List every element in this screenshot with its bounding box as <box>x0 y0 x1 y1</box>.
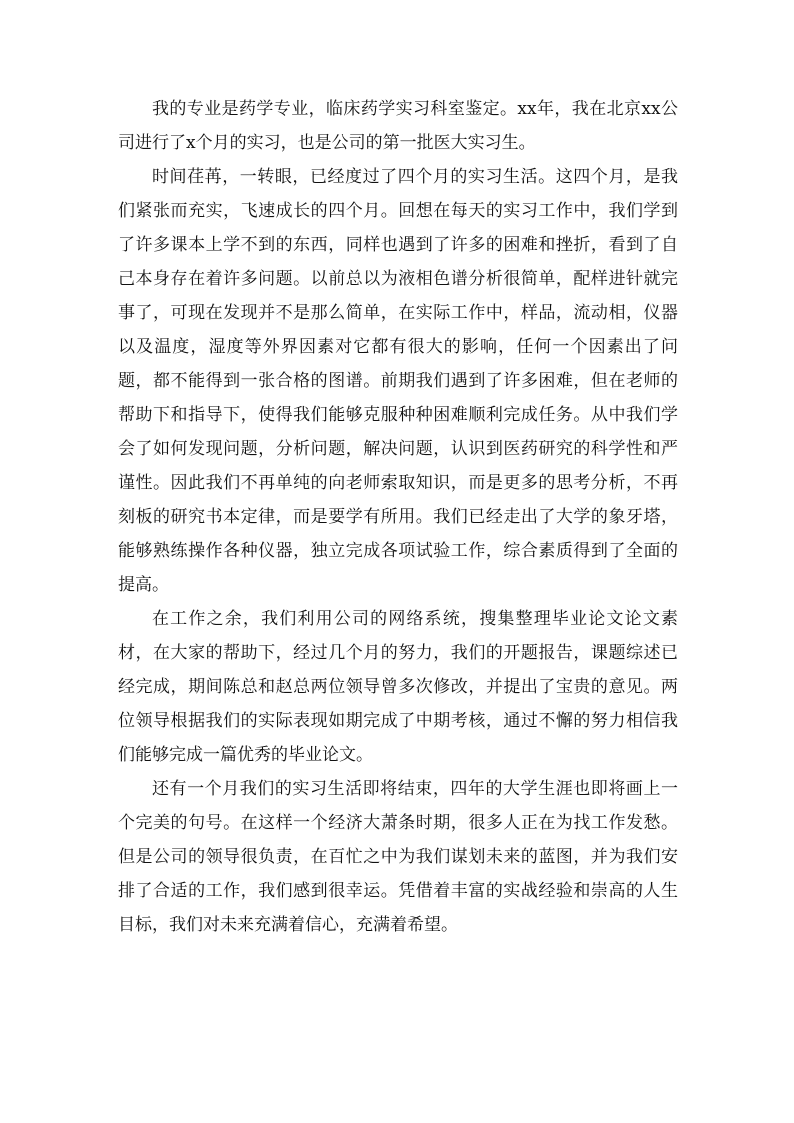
paragraph-2: 时间荏苒，一转眼，已经度过了四个月的实习生活。这四个月，是我们紧张而充实，飞速成长的四个月。回想在每天的实习工作中，我们学到了许多课本上学不到的东西，同样也遇到了许多的困难和挫折，看到了自己本身存在着许多问题。以前总以为液相色谱分析很简单，配样进针就完事了，可现在发现并不是那么简单，在实际工作中，样品，流动相，仪器以及温度，湿度等外界因素对它都有很大的影响，任何一个因素出了问题，都不能得到一张合格的图谱。前期我们遇到了许多困难，但在老师的帮助下和指导下，使得我们能够克服种种困难顺利完成任务。从中我们学会了如何发现问题，分析问题，解决问题，认识到医药研究的科学性和严谨性。因此我们不再单纯的向老师索取知识，而是更多的思考分析，不再刻板的研究书本定律，而是要学有所用。我们已经走出了大学的象牙塔，能够熟练操作各种仪器，独立完成各项试验工作，综合素质得到了全面的提高。 <box>118 167 678 595</box>
paragraph-3: 在工作之余，我们利用公司的网络系统，搜集整理毕业论文论文素材，在大家的帮助下，经过几个月的努力，我们的开题报告，课题综述已经完成，期间陈总和赵总两位领导曾多次修改，并提出了宝贵的意见。两位领导根据我们的实际表现如期完成了中期考核，通过不懈的努力相信我们能够完成一篇优秀的毕业论文。 <box>118 609 678 765</box>
paragraph-1: 我的专业是药学专业，临床药学实习科室鉴定。xx年，我在北京xx公司进行了x个月的实习，也是公司的第一批医大实习生。 <box>118 99 678 153</box>
document-body <box>118 92 678 942</box>
paragraph-4: 还有一个月我们的实习生活即将结束，四年的大学生涯也即将画上一个完美的句号。在这样一个经济大萧条时期，很多人正在为找工作发愁。但是公司的领导很负责，在百忙之中为我们谋划未来的蓝图，并为我们安排了合适的工作，我们感到很幸运。凭借着丰富的实战经验和崇高的人生目标，我们对未来充满着信心，充满着希望。 <box>118 779 678 935</box>
